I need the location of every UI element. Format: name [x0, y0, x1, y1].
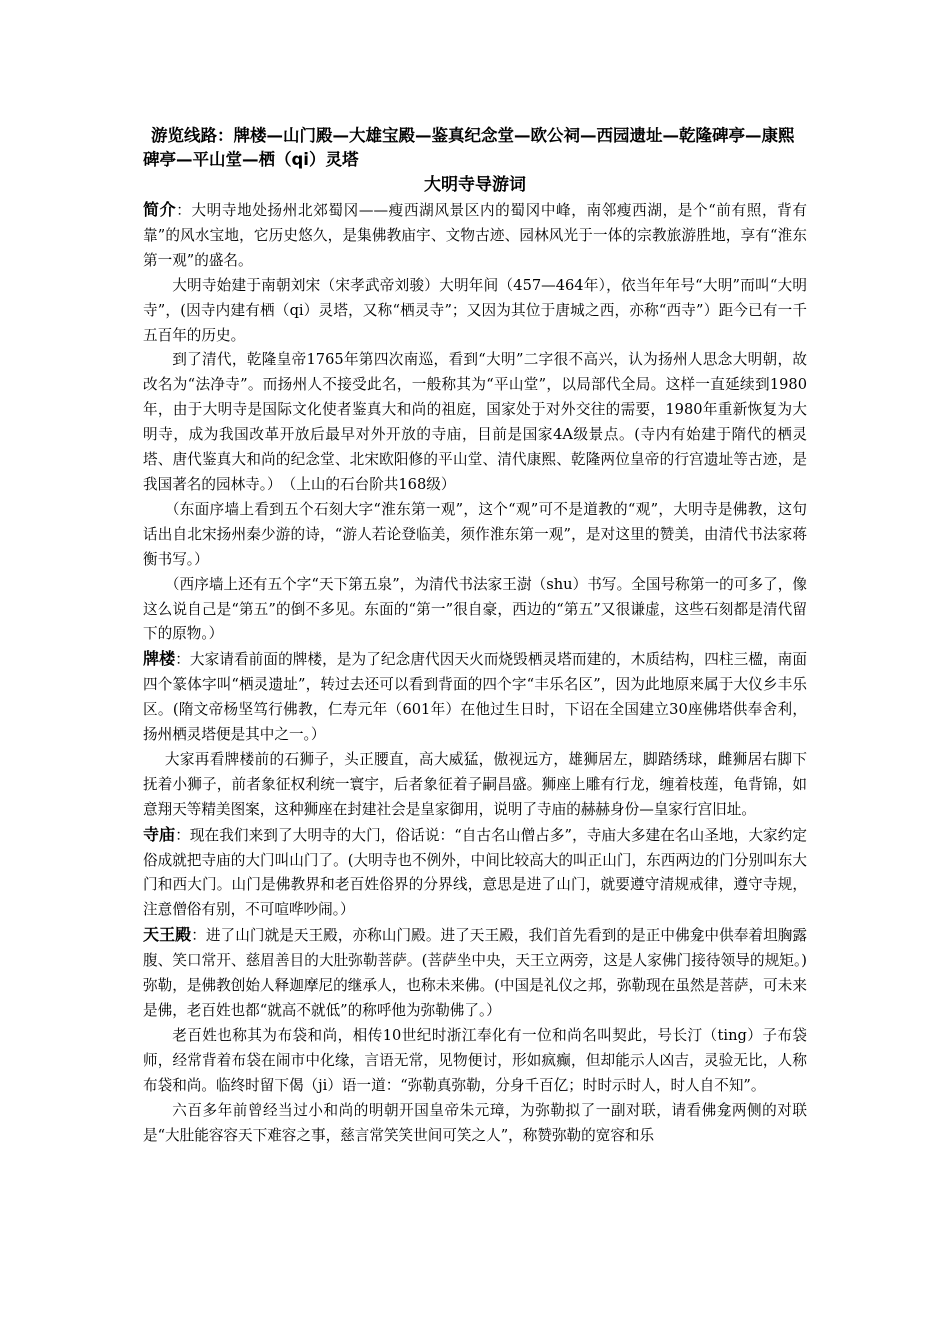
section-text: ：大家请看前面的牌楼，是为了纪念唐代因天火而烧毁栖灵塔而建的，木质结构，四柱三楹，南面四个篆体字叫“栖灵遗址”，转过去还可以看到背面的四个字“丰乐名区”，因为此地原来属于大仪乡丰乐区。(隋文帝杨坚笃行佛教，仁寿元年（601年）在他过生日时，下诏在全国建立30座佛塔供奉舍利，扬州栖灵塔便是其中之一。） — [143, 651, 807, 744]
document-content — [143, 124, 807, 1148]
section-heading: 牌楼 — [143, 649, 176, 669]
section-text: ：大明寺地处扬州北郊蜀冈——瘦西湖风景区内的蜀冈中峰，南邻瘦西湖，是个“前有照，背有靠”的风水宝地，它历史悠久，是集佛教庙宇、文物古迹、园林风光于一体的宗教旅游胜地，享有“淮东第一观”的盛名。 — [143, 202, 807, 269]
document-title: 大明寺导游词 — [424, 175, 526, 195]
section-text: ：现在我们来到了大明寺的大门，俗话说：“自古名山僧占多”，寺庙大多建在名山圣地，大家约定俗成就把寺庙的大门叫山门了。(大明寺也不例外，中间比较高大的叫正山门，东西两边的门分别叫东大门和西大门。山门是佛教界和老百姓俗界的分界线，意思是进了山门，就要遵守清规戒律，遵守寺规，注意僧俗有别，不可喧哗吵闹。） — [143, 826, 807, 919]
section-heading: 天王殿 — [143, 925, 192, 945]
section-archway — [143, 647, 807, 748]
section-heading: 简介 — [143, 200, 177, 219]
paragraph-budai: 老百姓也称其为布袋和尚，相传10世纪时浙江奉化有一位和尚名叫契此，号长汀（ting）子布袋师，经常背着布袋在闹市中化缘，言语无常，见物便讨，形如疯癫，但却能示人凶吉，灵验无比，人称布袋和尚。临终时留下偈（ji）语一道：“弥勒真弥勒，分身千百亿；时时示时人，时人自不知”。 — [143, 1026, 807, 1094]
section-text: ：进了山门就是天王殿，亦称山门殿。进了天王殿，我们首先看到的是正中佛龛中供奉着坦胸露腹、笑口常开、慈眉善目的大肚弥勒菩萨。(菩萨坐中央，天王立两旁，这是人家佛门接待领导的规矩。)弥勒，是佛教创始人释迦摩尼的继承人，也称未来佛。(中国是礼仪之邦，弥勒现在虽然是菩萨，可未来是佛，老百姓也都“就高不就低”的称呼他为弥勒佛了。） — [143, 927, 807, 1019]
section-heading: 寺庙 — [143, 824, 176, 844]
paragraph-couplet: 六百多年前曾经当过小和尚的明朝开国皇帝朱元璋，为弥勒拟了一副对联，请看佛龛两侧的对联是“大肚能容容天下难容之事，慈言常笑笑世间可笑之人”，称赞弥勒的宽容和乐 — [143, 1101, 807, 1144]
paragraph-stone-lions: 大家再看牌楼前的石狮子，头正腰直，高大威猛，傲视远方，雄狮居左，脚踏绣球，雌狮居右脚下抚着小狮子，前者象征权利统一寰宇，后者象征着子嗣昌盛。狮座上雕有行龙，缠着枝莲，龟背锦，如意翔天等精美图案，这种狮座在封建社会是皇家御用，说明了寺庙的赫赫身份—皇家行宫旧址。 — [143, 750, 807, 818]
tour-route: 游览线路：牌楼—山门殿—大雄宝殿—鉴真纪念堂—欧公祠—西园遗址—乾隆碑亭—康熙碑亭—平山堂—栖（qi）灵塔 — [143, 126, 795, 169]
paragraph-east-wall: （东面序墙上看到五个石刻大字“淮东第一观”，这个“观”可不是道教的“观”，大明寺是佛教，这句话出自北宋扬州秦少游的诗，“游人若论登临美，须作淮东第一观”，是对这里的赞美，由清代书法家蒋衡书写。） — [143, 500, 807, 568]
section-temple-gate — [143, 823, 807, 924]
paragraph-west-wall: （西序墙上还有五个字“天下第五泉”，为清代书法家王澍（shu）书写。全国号称第一的可多了，像这么说自己是“第五”的倒不多见。东面的“第一”很自豪，西边的“第五”又很谦虚，这些石刻都是清代留下的原物。） — [143, 575, 807, 643]
paragraph-qing-dynasty: 到了清代，乾隆皇帝1765年第四次南巡，看到“大明”二字很不高兴，认为扬州人思念大明朝，故改名为“法净寺”。而扬州人不接受此名，一般称其为“平山堂”，以局部代全局。这样一直延续到1980年，由于大明寺是国际文化使者鉴真大和尚的祖庭，国家处于对外交往的需要，1980年重新恢复为大明寺，成为我国改革开放后最早对外开放的寺庙，目前是国家4A级景点。(寺内有始建于隋代的栖灵塔、唐代鉴真大和尚的纪念堂、北宋欧阳修的平山堂、清代康熙、乾隆两位皇帝的行宫遗址等古迹，是我国著名的园林寺。） （上山的石台阶共168级） — [143, 351, 807, 493]
section-intro — [143, 198, 807, 274]
paragraph-founding: 大明寺始建于南朝刘宋（宋孝武帝刘骏）大明年间（457—464年），依当年年号“大明”而叫“大明寺”，(因寺内建有栖（qi）灵塔，又称“栖灵寺”；又因为其位于唐城之西，亦称“西寺”）距今已有一千五百年的历史。 — [143, 276, 807, 344]
section-heavenly-king-hall — [143, 923, 807, 1024]
